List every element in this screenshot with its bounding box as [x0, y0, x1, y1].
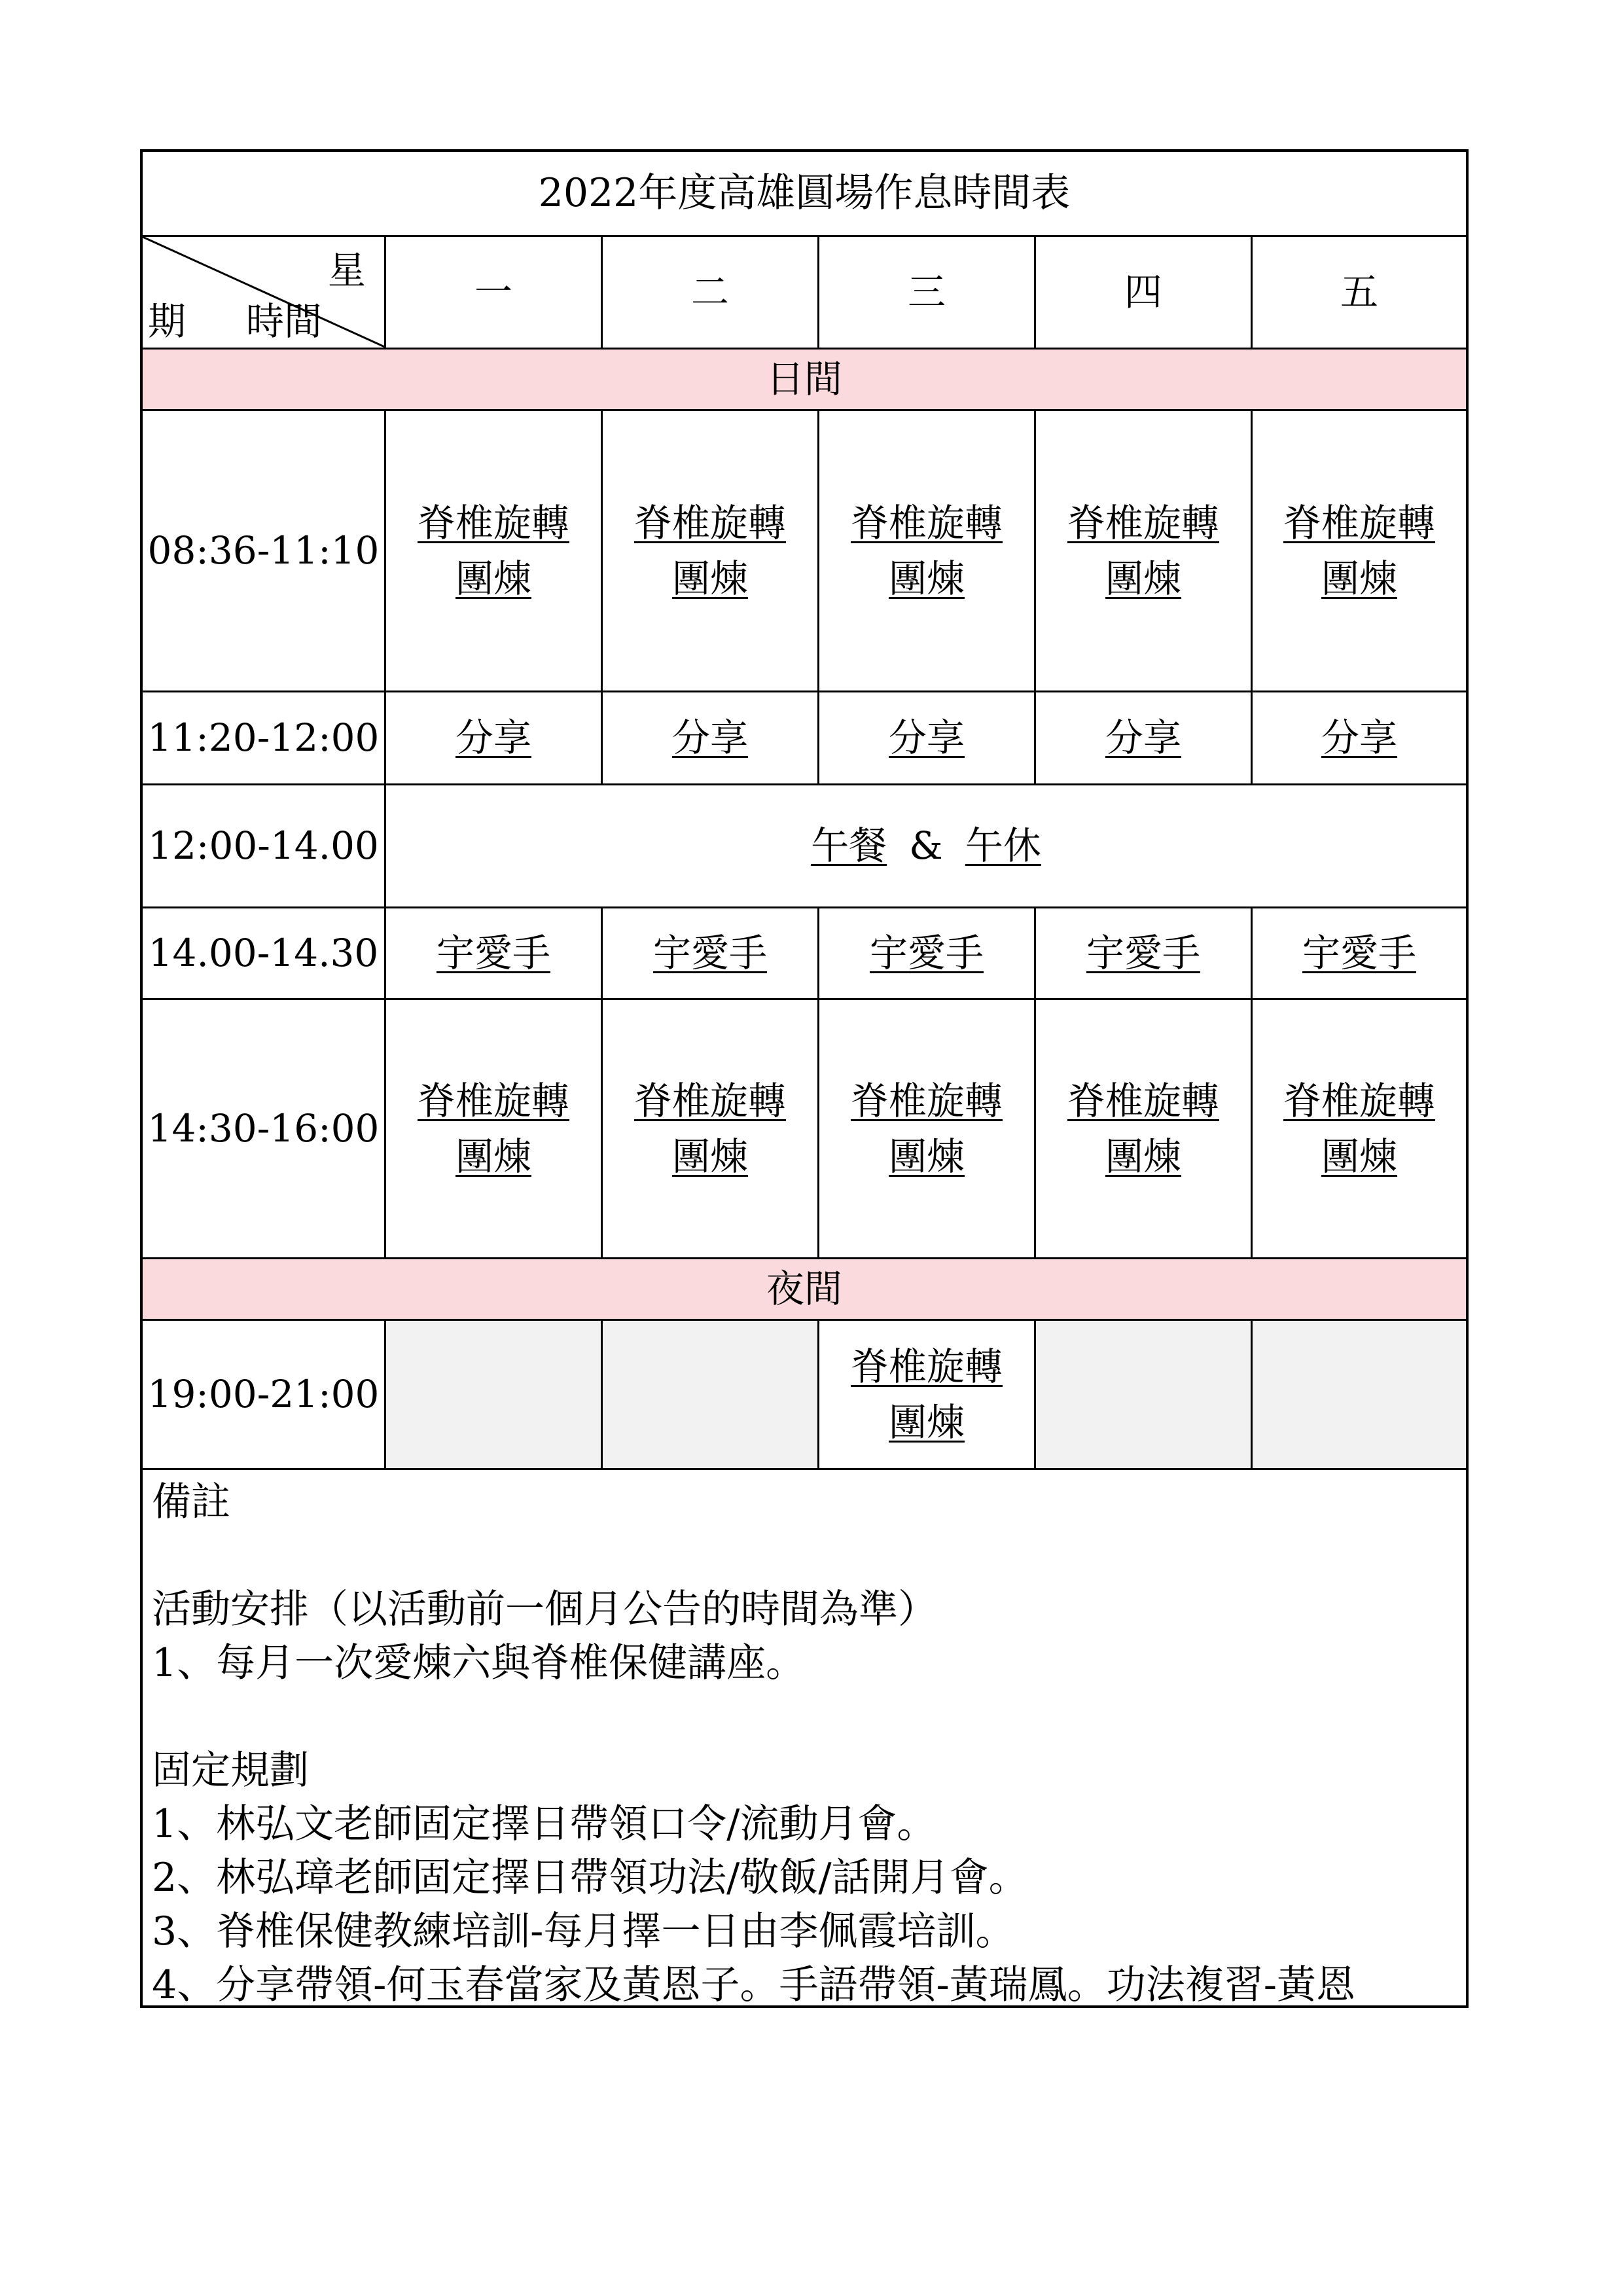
activity-cell — [819, 908, 1036, 998]
notes-blank-line — [152, 1529, 1454, 1583]
activity-cell — [1253, 1000, 1466, 1257]
day-header-tue: 二 — [603, 237, 819, 348]
activity-cell — [386, 411, 603, 691]
lunch-merged-cell — [386, 785, 1466, 906]
page-title — [143, 152, 1466, 235]
activity-line: 團煉 — [1105, 556, 1181, 601]
activity-line: 分享 — [455, 715, 531, 761]
activity-line: 宇愛手 — [436, 931, 550, 976]
activity-item: 1、每月一次愛煉六與脊椎保健講座。 — [152, 1640, 806, 1686]
activity-line: 脊椎旋轉 — [850, 1344, 1003, 1390]
time-cell: 12:00-14.00 — [143, 785, 386, 906]
section-night-label: 夜間 — [766, 1266, 842, 1312]
empty-cell — [603, 1321, 819, 1468]
time-cell: 08:36-11:10 — [143, 411, 386, 691]
activity-cell — [819, 1000, 1036, 1257]
empty-cell — [1036, 1321, 1253, 1468]
day-header-mon: 一 — [386, 237, 603, 348]
time-cell: 19:00-21:00 — [143, 1321, 386, 1468]
activity-line: 團煉 — [1105, 1134, 1181, 1179]
activity-cell — [386, 692, 603, 783]
corner-header-cell — [143, 237, 386, 348]
corner-label-bottom-left: 期 — [148, 299, 187, 344]
activity-line: 團煉 — [671, 1134, 748, 1179]
notes-blank-line — [152, 1690, 1454, 1744]
activity-line: 脊椎旋轉 — [633, 1079, 786, 1124]
activity-line: 脊椎旋轉 — [417, 501, 569, 546]
activity-cell — [386, 1000, 603, 1257]
activity-line: 脊椎旋轉 — [1283, 501, 1435, 546]
time-cell: 14:30-16:00 — [143, 1000, 386, 1257]
schedule-table — [140, 149, 1469, 2008]
activity-line: 宇愛手 — [1086, 931, 1200, 976]
empty-cell — [386, 1321, 603, 1468]
time-cell: 11:20-12:00 — [143, 692, 386, 783]
ampersand: & — [909, 823, 943, 869]
activity-line: 脊椎旋轉 — [417, 1079, 569, 1124]
section-day-label: 日間 — [766, 357, 842, 402]
activity-line: 宇愛手 — [1302, 931, 1416, 976]
activity-heading: 活動安排（以活動前一個月公告的時間為準） — [152, 1587, 937, 1632]
time-cell: 14.00-14.30 — [143, 908, 386, 998]
activity-line: 脊椎旋轉 — [850, 501, 1003, 546]
activity-cell — [1036, 411, 1253, 691]
activity-cell — [603, 1000, 819, 1257]
table-row — [143, 1000, 1466, 1259]
activity-line: 分享 — [1105, 715, 1181, 761]
activity-cell — [1253, 411, 1466, 691]
activity-cell — [1036, 908, 1253, 998]
activity-cell — [819, 1321, 1036, 1468]
activity-cell — [1253, 908, 1466, 998]
day-header-fri: 五 — [1340, 270, 1378, 315]
activity-line: 團煉 — [888, 1134, 965, 1179]
fixed-item: 2、林弘璋老師固定擇日帶領功法/敬飯/話開月會。 — [152, 1855, 1028, 1901]
corner-label-top: 星 — [327, 248, 366, 293]
activity-line: 團煉 — [671, 556, 748, 601]
activity-cell — [1036, 692, 1253, 783]
activity-line: 脊椎旋轉 — [1067, 1079, 1219, 1124]
activity-line: 團煉 — [888, 556, 965, 601]
table-row — [143, 908, 1466, 1000]
activity-cell — [1253, 692, 1466, 783]
day-header-wed: 三 — [819, 237, 1036, 348]
activity-cell — [603, 692, 819, 783]
notes-section — [152, 1475, 1454, 2008]
activity-cell — [819, 692, 1036, 783]
fixed-item: 3、脊椎保健教練培訓-每月擇一日由李佩霞培訓。 — [152, 1909, 1015, 1954]
activity-line: 分享 — [1321, 715, 1397, 761]
activity-line: 宇愛手 — [652, 931, 767, 976]
activity-cell — [603, 411, 819, 691]
table-row — [143, 785, 1466, 908]
activity-cell — [1036, 1000, 1253, 1257]
activity-line: 團煉 — [1321, 1134, 1397, 1179]
activity-line: 團煉 — [888, 1399, 965, 1444]
fixed-heading: 固定規劃 — [152, 1748, 309, 1793]
section-day-band — [143, 350, 1466, 411]
activity-line: 團煉 — [455, 1134, 531, 1179]
table-row — [143, 692, 1466, 785]
corner-label-bottom-right: 時間 — [246, 299, 323, 344]
lunch-label: 午餐 — [811, 823, 887, 869]
fixed-item: 4、分享帶領-何玉春當家及黃恩子。手語帶領-黃瑞鳳。功法複習-黃恩 — [152, 1962, 1355, 2008]
activity-line: 宇愛手 — [869, 931, 984, 976]
activity-line: 脊椎旋轉 — [633, 501, 786, 546]
activity-cell — [603, 908, 819, 998]
activity-line: 分享 — [888, 715, 965, 761]
table-row — [143, 1321, 1466, 1470]
table-row — [143, 411, 1466, 692]
header-row — [143, 237, 1466, 350]
fixed-item: 1、林弘文老師固定擇日帶領口令/流動月會。 — [152, 1801, 936, 1847]
activity-line: 脊椎旋轉 — [1067, 501, 1219, 546]
empty-cell — [1253, 1321, 1466, 1468]
section-night-band — [143, 1259, 1466, 1321]
activity-line: 脊椎旋轉 — [850, 1079, 1003, 1124]
day-header-thu: 四 — [1036, 237, 1253, 348]
activity-line: 團煉 — [455, 556, 531, 601]
activity-line: 分享 — [671, 715, 748, 761]
title-row — [143, 152, 1466, 237]
activity-line: 脊椎旋轉 — [1283, 1079, 1435, 1124]
activity-cell — [819, 411, 1036, 691]
activity-cell — [386, 908, 603, 998]
nap-label: 午休 — [965, 823, 1041, 869]
activity-line: 團煉 — [1321, 556, 1397, 601]
page-title-text: 2022年度高雄圓場作息時間表 — [538, 170, 1071, 216]
notes-heading: 備註 — [152, 1479, 230, 1525]
